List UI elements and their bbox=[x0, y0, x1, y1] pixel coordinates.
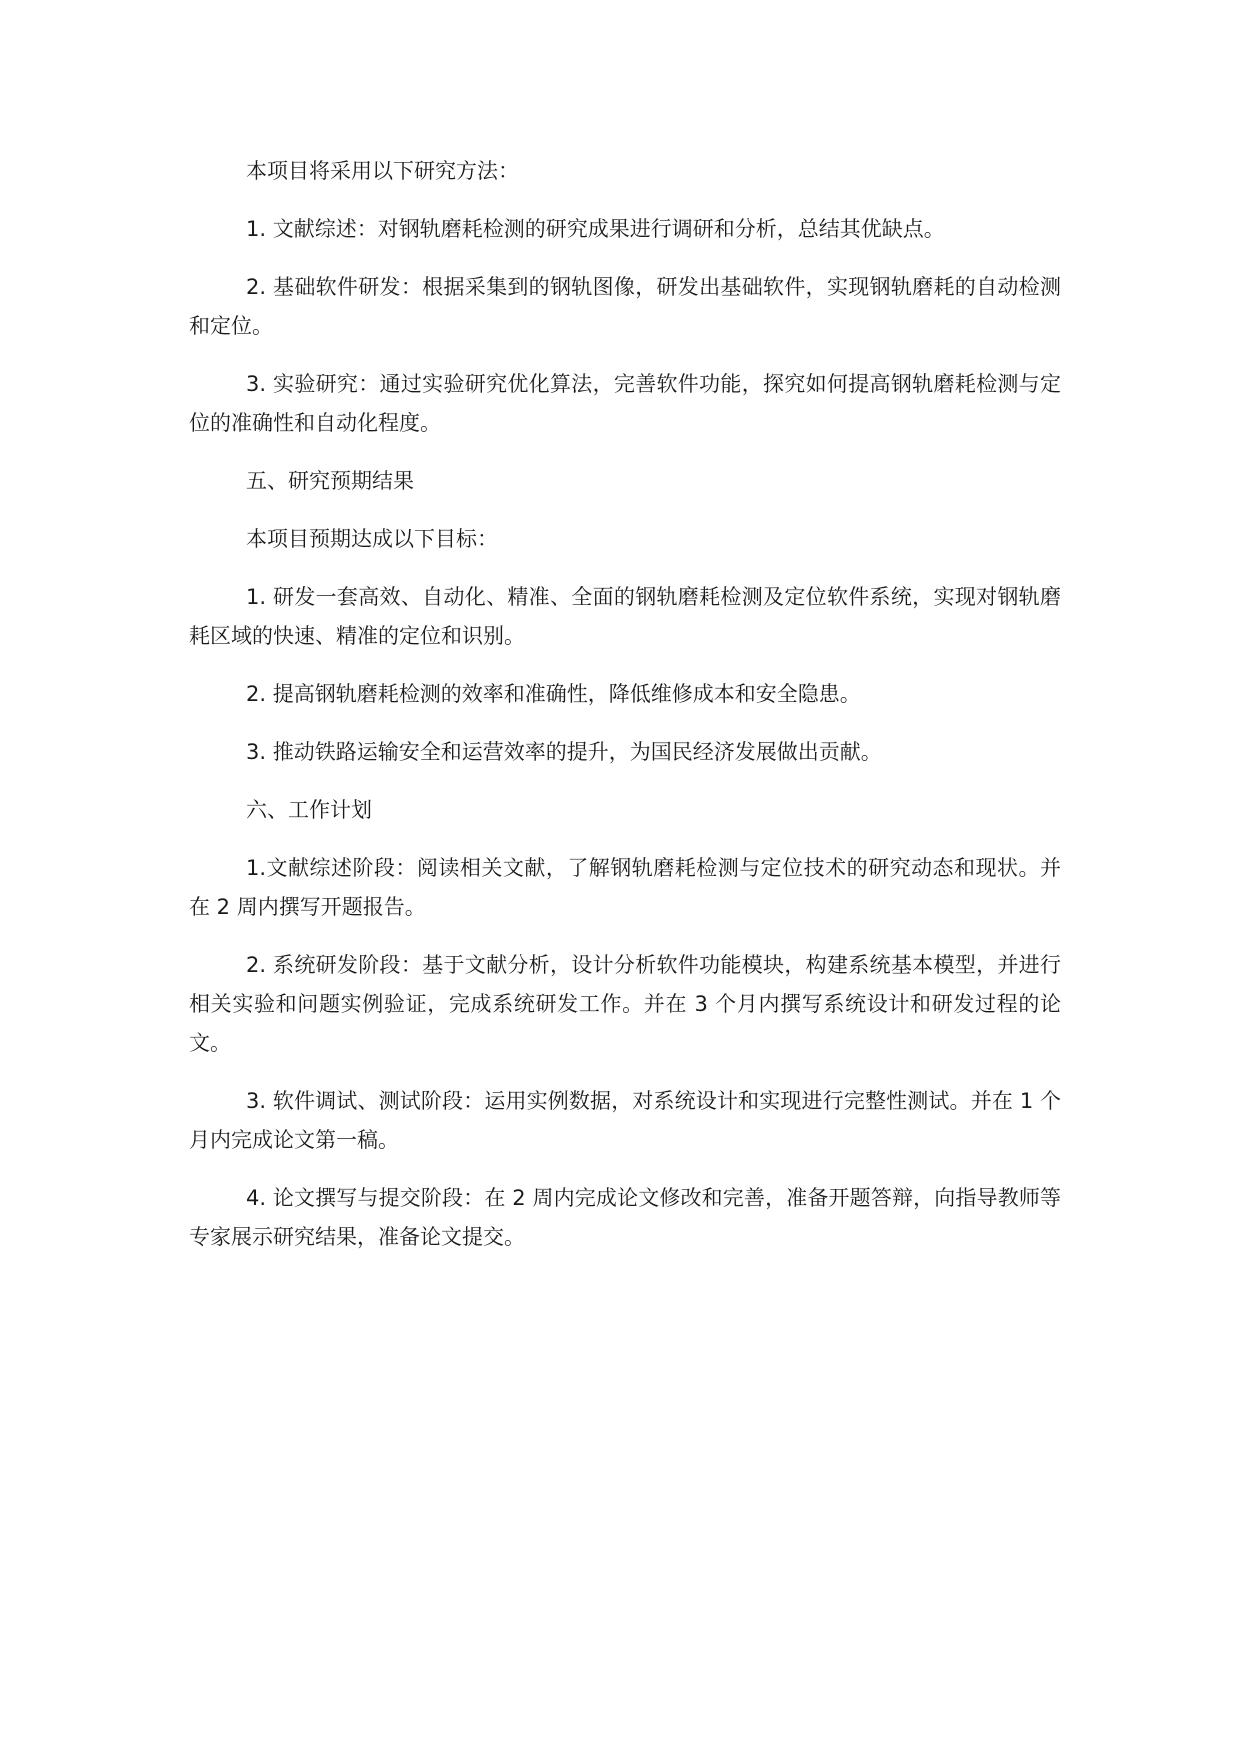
goal-item-2: 2. 提高钢轨磨耗检测的效率和准确性，降低维修成本和安全隐患。 bbox=[246, 682, 861, 706]
plan-item-1: 1.文献综述阶段：阅读相关文献，了解钢轨磨耗检测与定位技术的研究动态和现状。并在 2 周内撰写开题报告。 bbox=[189, 856, 1061, 919]
method-item-1: 1. 文献综述：对钢轨磨耗检测的研究成果进行调研和分析，总结其优缺点。 bbox=[246, 217, 945, 241]
goal-item-3: 3. 推动铁路运输安全和运营效率的提升，为国民经济发展做出贡献。 bbox=[246, 740, 882, 764]
plan-item-2: 2. 系统研发阶段：基于文献分析，设计分析软件功能模块，构建系统基本模型，并进行相关实验和问题实例验证，完成系统研发工作。并在 3 个月内撰写系统设计和研发过程的论文。 bbox=[189, 953, 1061, 1055]
method-item-2: 2. 基础软件研发：根据采集到的钢轨图像，研发出基础软件，实现钢轨磨耗的自动检测和定位。 bbox=[189, 275, 1061, 338]
method-intro: 本项目将采用以下研究方法： bbox=[246, 159, 519, 183]
goal-item-1: 1. 研发一套高效、自动化、精准、全面的钢轨磨耗检测及定位软件系统，实现对钢轨磨耗区域的快速、精准的定位和识别。 bbox=[189, 585, 1061, 648]
plan-item-4: 4. 论文撰写与提交阶段：在 2 周内完成论文修改和完善，准备开题答辩，向指导教师等专家展示研究结果，准备论文提交。 bbox=[189, 1186, 1061, 1249]
document-body bbox=[189, 152, 1061, 1276]
section-heading-work-plan: 六、工作计划 bbox=[246, 798, 372, 822]
method-item-3: 3. 实验研究：通过实验研究优化算法，完善软件功能，探究如何提高钢轨磨耗检测与定位的准确性和自动化程度。 bbox=[189, 372, 1061, 435]
goals-intro: 本项目预期达成以下目标： bbox=[246, 527, 498, 551]
section-heading-expected-results: 五、研究预期结果 bbox=[246, 469, 414, 493]
plan-item-3: 3. 软件调试、测试阶段：运用实例数据，对系统设计和实现进行完整性测试。并在 1 个月内完成论文第一稿。 bbox=[189, 1089, 1061, 1152]
